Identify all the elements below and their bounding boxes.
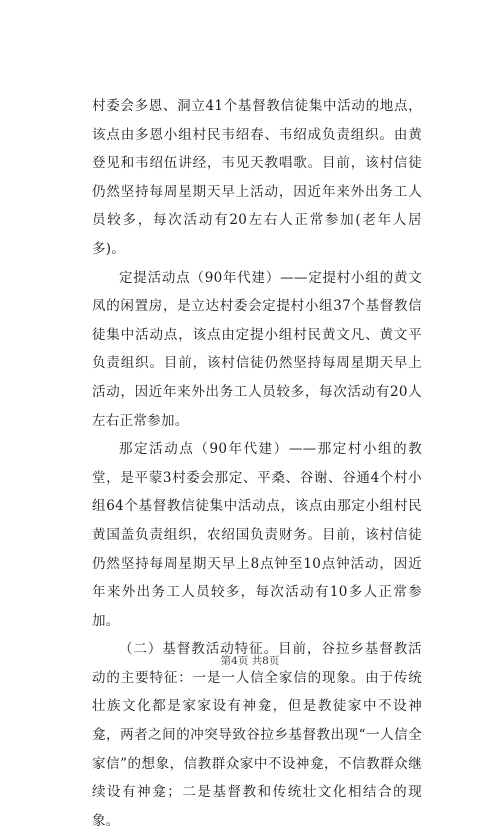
page-number-footer: 第4页 共8页 (220, 655, 280, 667)
document-body (92, 92, 422, 835)
paragraph-2: 定提活动点（90年代建）——定提村小组的黄文凤的闲置房，是立达村委会定提村小组37个基督教信徒集中活动点，该点由定提小组村民黄文凡、黄文平负责组织。目前，该村信徒仍然坚持每周星期天早上活动，因近年来外出务工人员较多，每次活动有20人左右正常参加。 (92, 269, 422, 429)
paragraph-3: 那定活动点（90年代建）——那定村小组的教堂，是平蒙3村委会那定、平桑、谷谢、谷通4个村小组64个基督教信徒集中活动点，该点由那定小组村民黄国盖负责组织，农绍国负责财务。目前，该村信徒仍然坚持每周星期天早上8点钟至10点钟活动，因近年来外出务工人员较多，每次活动有10多人正常参加。 (92, 441, 422, 629)
paragraph-1: 村委会多恩、洞立41个基督教信徒集中活动的地点，该点由多恩小组村民韦绍春、韦绍成负责组织。由黄登见和韦绍伍讲经，韦见天教唱歌。目前，该村信徒仍然坚持每周星期天早上活动，因近年来外出务工人员较多，每次活动有20左右人正常参加(老年人居多)。 (92, 98, 422, 257)
paragraph-4: （二）基督教活动特征。目前，谷拉乡基督教活动的主要特征：一是一人信全家信的现象。由于传统壮族文化都是家家设有神龛，但是教徒家中不设神龛，两者之间的冲突导致谷拉乡基督教出现“一人信全家信”的想象，信教群众家中不设神龛，不信教群众继续设有神龛；二是基督教和传统壮文化相结合的现象。 (92, 641, 422, 829)
